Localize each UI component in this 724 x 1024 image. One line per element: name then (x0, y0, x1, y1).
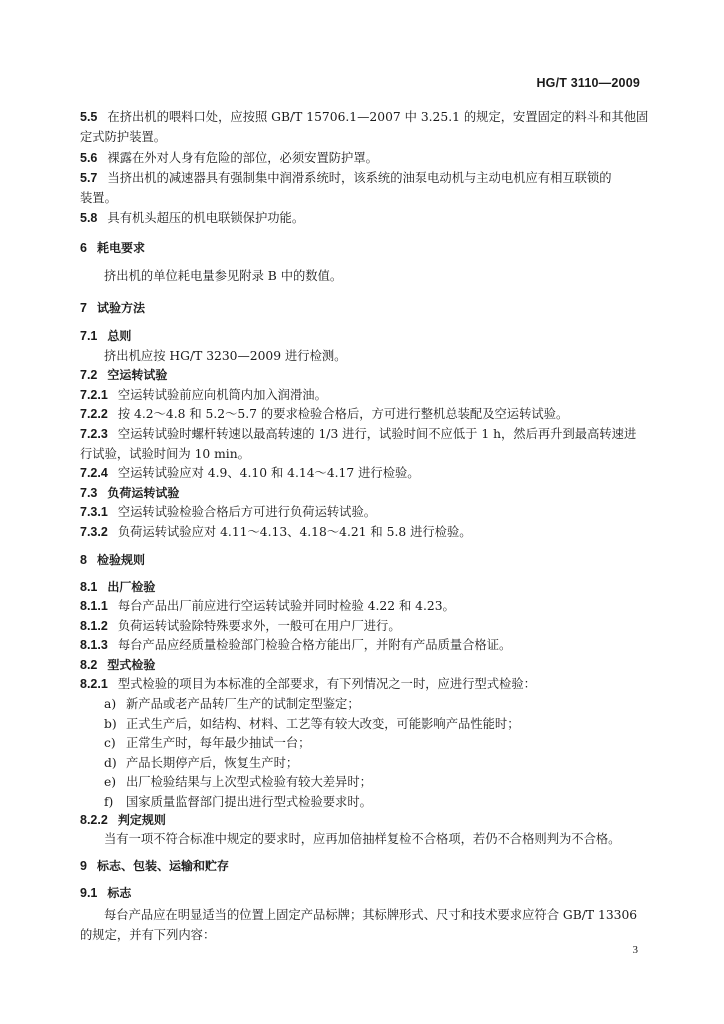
clause-text: 裸露在外对人身有危险的部位，必须安置防护罩。 (107, 151, 378, 165)
clause-7-2-3-line2: 行试验，试验时间为 10 min。 (80, 447, 250, 461)
list-text: 出厂检验结果与上次型式检验有较大差异时； (126, 775, 372, 789)
clause-text: 负荷运转试验应对 4.11～4.13、4.18～4.21 和 5.8 进行检验。 (117, 525, 472, 539)
clause-5-8 (80, 210, 650, 226)
clause-text: 在挤出机的喂料口处，应按照 GB/T 15706.1—2007 中 3.25.1 的规定，安置固定的料斗和其他固 (107, 110, 649, 124)
clause-7-3-2 (80, 524, 650, 540)
clause-number: 8.2.2 (80, 813, 108, 827)
section-number: 6 (80, 241, 87, 255)
section-6-body: 挤出机的单位耗电量参见附录 B 中的数值。 (104, 269, 343, 283)
section-6-heading (80, 240, 650, 256)
clause-title: 出厂检验 (107, 580, 156, 594)
clause-7-3-heading (80, 485, 650, 501)
clause-8-2-1 (80, 676, 650, 692)
clause-9-1-body-line2: 的规定，并有下列内容： (80, 928, 216, 942)
clause-7-1-body: 挤出机应按 HG/T 3230—2009 进行检测。 (104, 349, 347, 363)
clause-text: 按 4.2～4.8 和 5.2～5.7 的要求检验合格后，方可进行整机总装配及空运转试验。 (117, 407, 569, 421)
list-text: 正常生产时，每年最少抽试一台； (126, 736, 311, 750)
list-item (104, 774, 674, 790)
clause-number: 7.2 (80, 368, 98, 382)
clause-8-2-2-heading (80, 812, 650, 828)
clause-number: 7.2.4 (80, 466, 108, 480)
clause-text: 具有机头超压的机电联锁保护功能。 (107, 211, 305, 225)
clause-text: 空运转试验时螺杆转速以最高转速的 1/3 进行，试验时间不应低于 1 h，然后再升到最高转速进 (117, 427, 637, 441)
section-7-heading (80, 300, 650, 316)
list-label: f) (104, 795, 114, 809)
clause-7-2-1 (80, 387, 650, 403)
clause-title: 空运转试验 (107, 368, 168, 382)
section-title: 检验规则 (96, 553, 145, 567)
clause-8-2-2-body: 当有一项不符合标准中规定的要求时，应再加倍抽样复检不合格项，若仍不合格则判为不合格。 (104, 832, 621, 846)
clause-title: 判定规则 (117, 813, 166, 827)
clause-number: 5.8 (80, 211, 98, 225)
clause-9-1-heading (80, 885, 650, 901)
section-title: 标志、包装、运输和贮存 (96, 859, 229, 873)
clause-8-1-heading (80, 579, 650, 595)
clause-number: 7.1 (80, 329, 98, 343)
clause-number: 7.3.2 (80, 525, 108, 539)
clause-7-2-2 (80, 406, 650, 422)
clause-title: 型式检验 (107, 658, 156, 672)
section-number: 9 (80, 859, 87, 873)
clause-number: 8.1.1 (80, 599, 108, 613)
clause-number: 5.6 (80, 151, 98, 165)
clause-number: 8.1 (80, 580, 98, 594)
section-title: 耗电要求 (96, 241, 145, 255)
clause-7-2-3-line1 (80, 426, 650, 442)
clause-number: 7.3.1 (80, 505, 108, 519)
section-title: 试验方法 (96, 301, 145, 315)
list-text: 新产品或老产品转厂生产的试制定型鉴定； (126, 697, 360, 711)
clause-text: 型式检验的项目为本标准的全部要求，有下列情况之一时，应进行型式检验： (117, 677, 536, 691)
clause-number: 8.2 (80, 658, 98, 672)
section-8-heading (80, 552, 650, 568)
clause-number: 7.2.1 (80, 388, 108, 402)
page-number: 3 (632, 944, 638, 956)
section-number: 8 (80, 553, 87, 567)
standard-code-header: HG/T 3110—2009 (536, 76, 640, 90)
clause-title: 负荷运转试验 (107, 486, 180, 500)
clause-9-1-body-line1: 每台产品应在明显适当的位置上固定产品标牌；其标牌形式、尺寸和技术要求应符合 GB/T 13306 (104, 908, 638, 922)
list-label: b) (104, 717, 117, 731)
clause-number: 8.2.1 (80, 677, 108, 691)
list-text: 产品长期停产后，恢复生产时； (126, 756, 299, 770)
list-label: c) (104, 736, 116, 750)
list-label: a) (104, 697, 117, 711)
list-item (104, 735, 674, 751)
list-item (104, 755, 674, 771)
section-number: 7 (80, 301, 87, 315)
clause-number: 8.1.3 (80, 638, 108, 652)
clause-8-1-2 (80, 618, 650, 634)
clause-title: 标志 (107, 886, 132, 900)
clause-7-1-heading (80, 328, 650, 344)
list-item (104, 794, 674, 810)
clause-8-2-heading (80, 657, 650, 673)
list-item (104, 696, 674, 712)
list-label: e) (104, 775, 117, 789)
clause-number: 9.1 (80, 886, 98, 900)
clause-5-5-line1 (80, 109, 650, 125)
clause-text: 负荷运转试验除特殊要求外，一般可在用户厂进行。 (117, 619, 401, 633)
list-text: 国家质量监督部门提出进行型式检验要求时。 (126, 795, 372, 809)
list-text: 正式生产后，如结构、材料、工艺等有较大改变，可能影响产品性能时； (126, 717, 520, 731)
clause-text: 空运转试验前应向机筒内加入润滑油。 (117, 388, 327, 402)
clause-5-7-line2: 装置。 (80, 191, 117, 205)
clause-number: 5.7 (80, 171, 98, 185)
clause-text: 空运转试验应对 4.9、4.10 和 4.14～4.17 进行检验。 (117, 466, 420, 480)
clause-text: 每台产品出厂前应进行空运转试验并同时检验 4.22 和 4.23。 (117, 599, 455, 613)
clause-text: 每台产品应经质量检验部门检验合格方能出厂，并附有产品质量合格证。 (117, 638, 512, 652)
section-9-heading (80, 858, 650, 874)
clause-5-7-line1 (80, 170, 650, 186)
clause-title: 总则 (107, 329, 132, 343)
clause-text: 当挤出机的减速器具有强制集中润滑系统时，该系统的油泵电动机与主动电机应有相互联锁的 (107, 171, 612, 185)
clause-8-1-3 (80, 637, 650, 653)
clause-number: 7.2.3 (80, 427, 108, 441)
clause-5-5-line2: 定式防护装置。 (80, 130, 167, 144)
clause-number: 7.2.2 (80, 407, 108, 421)
clause-number: 8.1.2 (80, 619, 108, 633)
clause-5-6 (80, 150, 650, 166)
clause-7-2-heading (80, 367, 650, 383)
clause-number: 7.3 (80, 486, 98, 500)
clause-7-3-1 (80, 504, 650, 520)
clause-text: 空运转试验检验合格后方可进行负荷运转试验。 (117, 505, 377, 519)
clause-number: 5.5 (80, 110, 98, 124)
clause-8-1-1 (80, 598, 650, 614)
clause-7-2-4 (80, 465, 650, 481)
list-label: d) (104, 756, 117, 770)
list-item (104, 716, 674, 732)
